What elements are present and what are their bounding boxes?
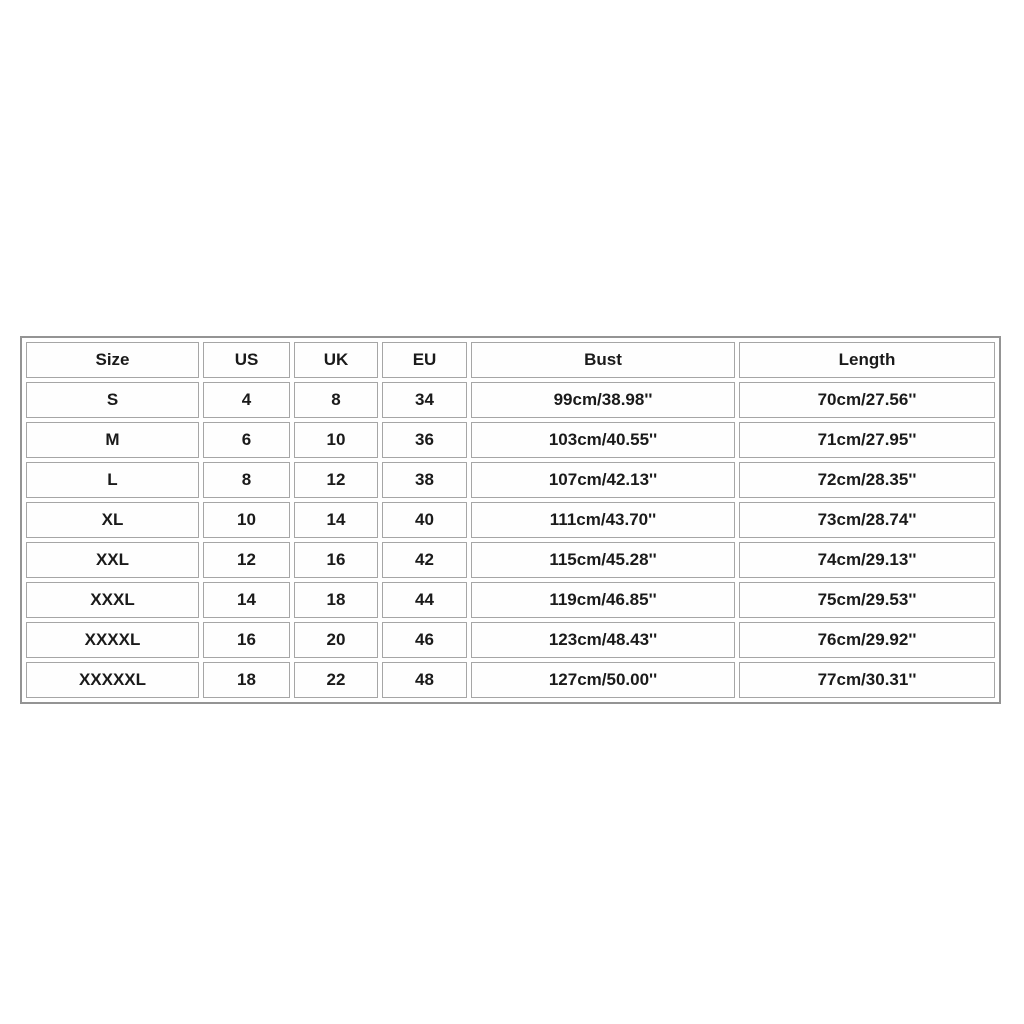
cell-size: M — [26, 422, 199, 458]
cell-bust: 99cm/38.98'' — [471, 382, 735, 418]
cell-eu: 38 — [382, 462, 467, 498]
table-row — [26, 502, 995, 538]
cell-bust: 103cm/40.55'' — [471, 422, 735, 458]
table-row — [26, 462, 995, 498]
table-row — [26, 382, 995, 418]
cell-bust: 127cm/50.00'' — [471, 662, 735, 698]
cell-length: 71cm/27.95'' — [739, 422, 995, 458]
header-cell-size: Size — [26, 342, 199, 378]
cell-uk: 18 — [294, 582, 378, 618]
cell-eu: 48 — [382, 662, 467, 698]
cell-eu: 40 — [382, 502, 467, 538]
cell-uk: 12 — [294, 462, 378, 498]
cell-size: XXXXXL — [26, 662, 199, 698]
cell-us: 14 — [203, 582, 290, 618]
cell-length: 70cm/27.56'' — [739, 382, 995, 418]
cell-us: 8 — [203, 462, 290, 498]
cell-eu: 34 — [382, 382, 467, 418]
table-row — [26, 622, 995, 658]
cell-bust: 123cm/48.43'' — [471, 622, 735, 658]
cell-size: XL — [26, 502, 199, 538]
cell-uk: 14 — [294, 502, 378, 538]
cell-uk: 20 — [294, 622, 378, 658]
header-cell-bust: Bust — [471, 342, 735, 378]
header-cell-length: Length — [739, 342, 995, 378]
header-cell-eu: EU — [382, 342, 467, 378]
cell-length: 74cm/29.13'' — [739, 542, 995, 578]
cell-uk: 8 — [294, 382, 378, 418]
cell-size: XXL — [26, 542, 199, 578]
size-chart-container — [20, 336, 1001, 704]
cell-us: 18 — [203, 662, 290, 698]
table-body — [26, 382, 995, 698]
cell-size: XXXL — [26, 582, 199, 618]
table-row — [26, 422, 995, 458]
cell-length: 77cm/30.31'' — [739, 662, 995, 698]
cell-eu: 36 — [382, 422, 467, 458]
cell-us: 10 — [203, 502, 290, 538]
table-row — [26, 542, 995, 578]
cell-uk: 22 — [294, 662, 378, 698]
cell-eu: 46 — [382, 622, 467, 658]
table-header-row — [26, 342, 995, 378]
cell-length: 73cm/28.74'' — [739, 502, 995, 538]
cell-uk: 16 — [294, 542, 378, 578]
cell-length: 76cm/29.92'' — [739, 622, 995, 658]
header-cell-uk: UK — [294, 342, 378, 378]
header-cell-us: US — [203, 342, 290, 378]
cell-uk: 10 — [294, 422, 378, 458]
cell-us: 12 — [203, 542, 290, 578]
cell-bust: 115cm/45.28'' — [471, 542, 735, 578]
cell-us: 16 — [203, 622, 290, 658]
cell-us: 4 — [203, 382, 290, 418]
cell-length: 72cm/28.35'' — [739, 462, 995, 498]
table-row — [26, 662, 995, 698]
cell-bust: 107cm/42.13'' — [471, 462, 735, 498]
cell-length: 75cm/29.53'' — [739, 582, 995, 618]
cell-size: L — [26, 462, 199, 498]
cell-eu: 42 — [382, 542, 467, 578]
cell-bust: 119cm/46.85'' — [471, 582, 735, 618]
cell-eu: 44 — [382, 582, 467, 618]
table-row — [26, 582, 995, 618]
cell-us: 6 — [203, 422, 290, 458]
cell-size: XXXXL — [26, 622, 199, 658]
cell-bust: 111cm/43.70'' — [471, 502, 735, 538]
size-chart-table — [20, 336, 1001, 704]
cell-size: S — [26, 382, 199, 418]
